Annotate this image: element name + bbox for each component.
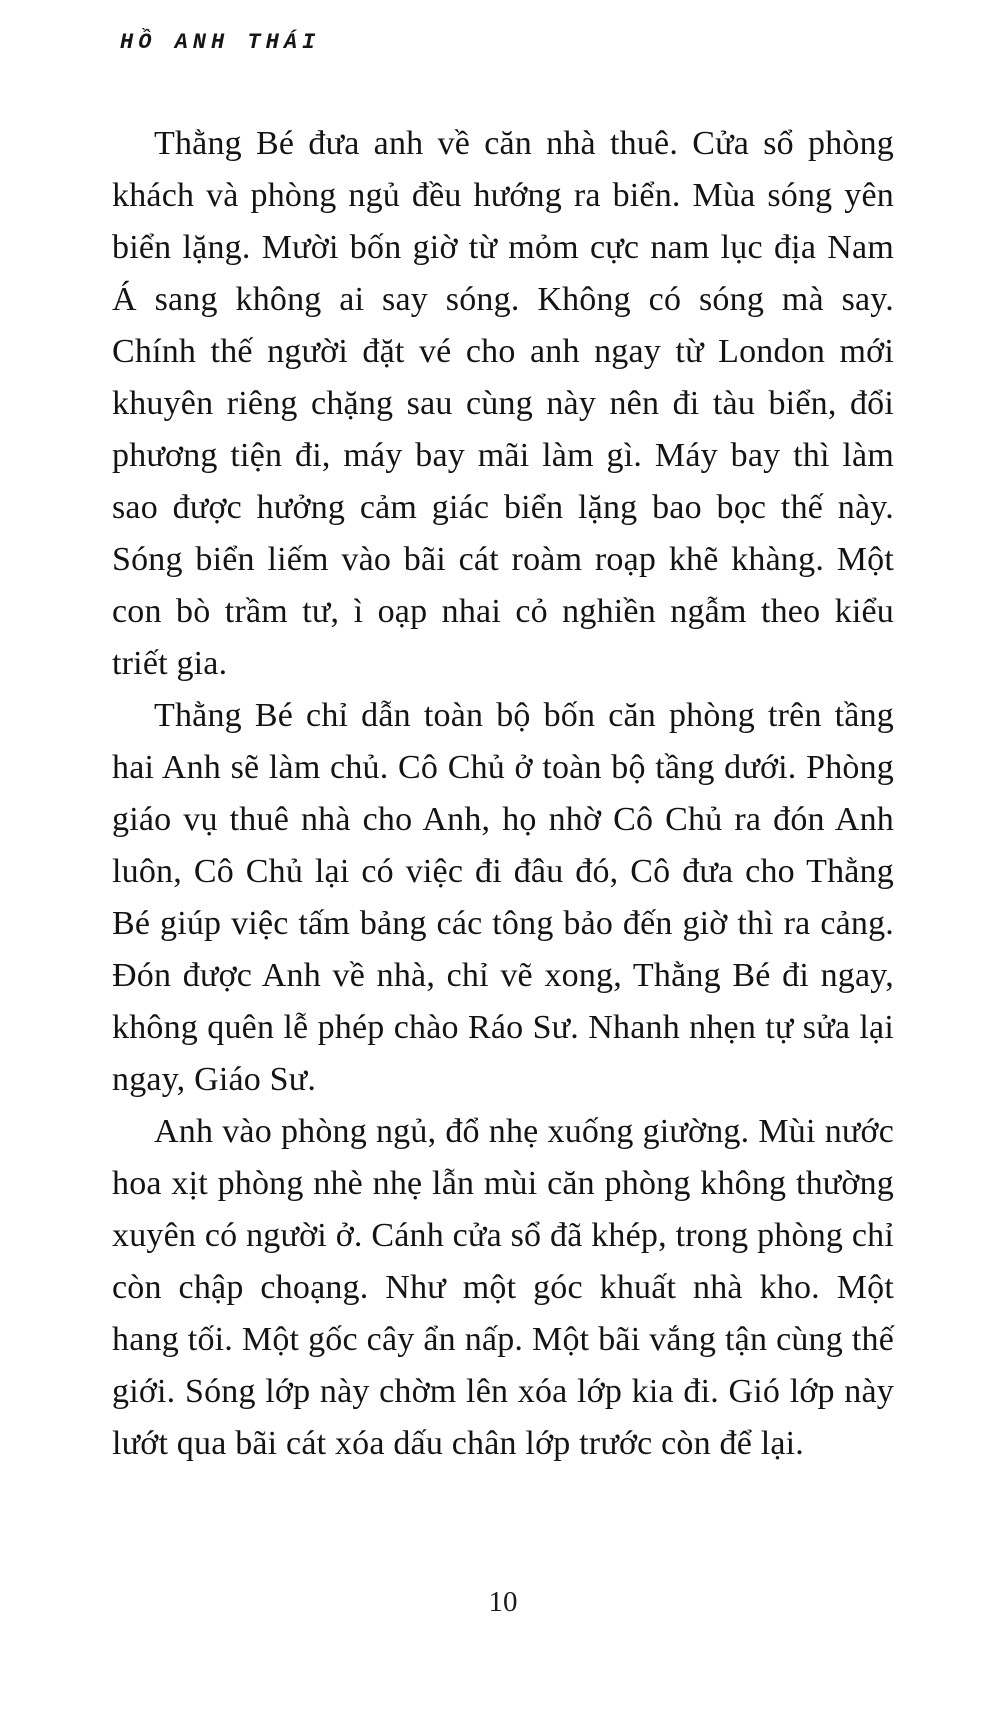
paragraph-1: Thằng Bé đưa anh về căn nhà thuê. Cửa sổ phòng khách và phòng ngủ đều hướng ra biển. Mùa sóng yên biển lặng. Mười bốn giờ từ mỏm cực nam lục địa Nam Á sang không ai say sóng. Không có sóng mà say. Chính thế người đặt vé cho anh ngay từ London mới khuyên riêng chặng sau cùng này nên đi tàu biển, đổi phương tiện đi, máy bay mãi làm gì. Máy bay thì làm sao được hưởng cảm giác biển lặng bao bọc thế này. Sóng biển liếm vào bãi cát roàm roạp khẽ khàng. Một con bò trầm tư, ì oạp nhai cỏ nghiền ngẫm theo kiểu triết gia.	[112, 125, 894, 682]
running-header-author: HỒ ANH THÁI	[120, 30, 321, 55]
page-body	[112, 118, 894, 1470]
page-number: 10	[488, 1586, 518, 1618]
paragraph-2: Thằng Bé chỉ dẫn toàn bộ bốn căn phòng trên tầng hai Anh sẽ làm chủ. Cô Chủ ở toàn bộ tầng dưới. Phòng giáo vụ thuê nhà cho Anh, họ nhờ Cô Chủ ra đón Anh luôn, Cô Chủ lại có việc đi đâu đó, Cô đưa cho Thằng Bé giúp việc tấm bảng các tông bảo đến giờ thì ra cảng. Đón được Anh về nhà, chỉ vẽ xong, Thằng Bé đi ngay, không quên lễ phép chào Ráo Sư. Nhanh nhẹn tự sửa lại ngay, Giáo Sư.	[112, 697, 894, 1098]
paragraph-3: Anh vào phòng ngủ, đổ nhẹ xuống giường. Mùi nước hoa xịt phòng nhè nhẹ lẫn mùi căn phòng không thường xuyên có người ở. Cánh cửa sổ đã khép, trong phòng chỉ còn chập choạng. Như một góc khuất nhà kho. Một hang tối. Một gốc cây ẩn nấp. Một bãi vắng tận cùng thế giới. Sóng lớp này chờm lên xóa lớp kia đi. Gió lớp này lướt qua bãi cát xóa dấu chân lớp trước còn để lại.	[112, 1113, 894, 1462]
